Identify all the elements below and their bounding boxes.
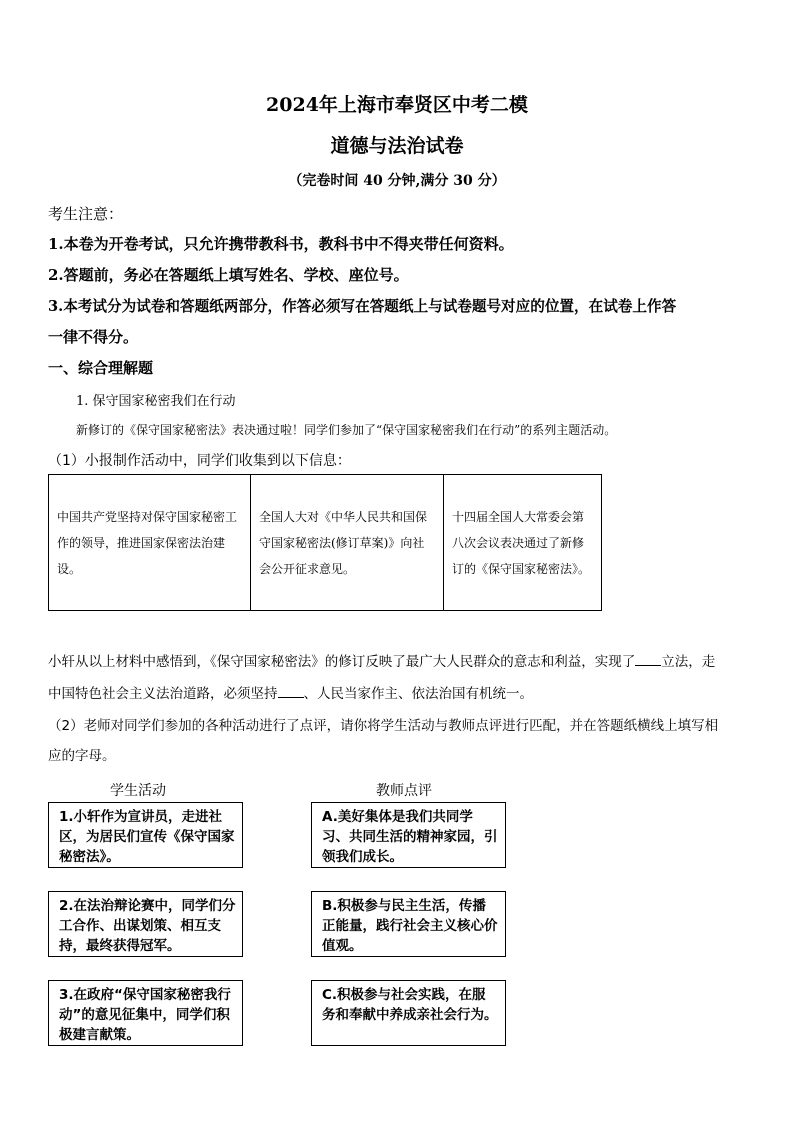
sub-question-2: （2）老师对同学们参加的各种活动进行了点评，请你将学生活动与教师点评进行匹配，并在答题纸横线上填写相: [48, 718, 719, 734]
fill-line-2: [48, 682, 533, 702]
fill-line-2-text: 中国特色社会主义法治道路，必须坚持: [48, 686, 278, 702]
notice-item-3: 3.本考试分为试卷和答题纸两部分，作答必须写在答题纸上与试卷题号对应的位置，在试卷上作答: [48, 298, 677, 315]
info-table: [48, 474, 602, 611]
comments-heading: 教师点评: [376, 783, 432, 799]
fill-line-1-tail: 立法，走: [661, 654, 716, 670]
notice-heading: 考生注意：: [48, 205, 124, 223]
notice-item-3-cont: 一律不得分。: [48, 328, 139, 346]
activity-card-3: 3.在政府“保守国家秘密我行动”的意见征集中，同学们积极建言献策。: [48, 980, 243, 1046]
info-cell-2: 全国人大对《中华人民共和国保守国家秘密法(修订草案)》向社会公开征求意见。: [251, 475, 444, 611]
time-note: （完卷时间 40 分钟,满分 30 分）: [288, 173, 506, 189]
page-subtitle: 道德与法治试卷: [330, 135, 464, 157]
activity-card-2: 2.在法治辩论赛中，同学们分工合作、出谋划策、相互支持，最终获得冠军。: [48, 891, 243, 957]
comment-card-a: A.美好集体是我们共同学习、共同生活的精神家园，引领我们成长。: [311, 802, 506, 868]
question-intro: 新修订的《保守国家秘密法》表决通过啦！同学们参加了“保守国家秘密我们在行动”的系列主题活动。: [76, 423, 617, 437]
fill-line-1-text: 小轩从以上材料中感悟到，《保守国家秘密法》的修订反映了最广大人民群众的意志和利益，实现了: [48, 654, 636, 670]
activity-card-1: 1.小轩作为宣讲员，走进社区，为居民们宣传《保守国家秘密法》。: [48, 802, 243, 868]
answer-blank-2[interactable]: [278, 683, 304, 698]
notice-item-1: 1.本卷为开卷考试，只允许携带教科书，教科书中不得夹带任何资料。: [48, 235, 514, 253]
comment-card-c: C.积极参与社会实践，在服务和奉献中养成亲社会行为。: [311, 980, 506, 1046]
notice-item-2: 2.答题前，务必在答题纸上填写姓名、学校、座位号。: [48, 266, 409, 284]
sub-question-1: （1）小报制作活动中，同学们收集到以下信息：: [48, 453, 351, 469]
info-cell-3: 十四届全国人大常委会第八次会议表决通过了新修订的《保守国家秘密法》。: [444, 475, 602, 611]
question-title: 1. 保守国家秘密我们在行动: [76, 394, 236, 409]
page-title: 2024年上海市奉贤区中考二模: [266, 94, 528, 116]
answer-blank-1[interactable]: [635, 651, 661, 666]
activities-heading: 学生活动: [110, 783, 166, 799]
sub-question-2-cont: 应的字母。: [48, 748, 116, 764]
section-title: 一、综合理解题: [48, 359, 154, 377]
fill-line-2-tail: 、人民当家作主、依法治国有机统一。: [303, 686, 533, 702]
info-cell-1: 中国共产党坚持对保守国家秘密工作的领导，推进国家保密法治建设。: [49, 475, 251, 611]
fill-line-1: [48, 650, 715, 670]
comment-card-b: B.积极参与民主生活，传播正能量，践行社会主义核心价值观。: [311, 891, 506, 957]
